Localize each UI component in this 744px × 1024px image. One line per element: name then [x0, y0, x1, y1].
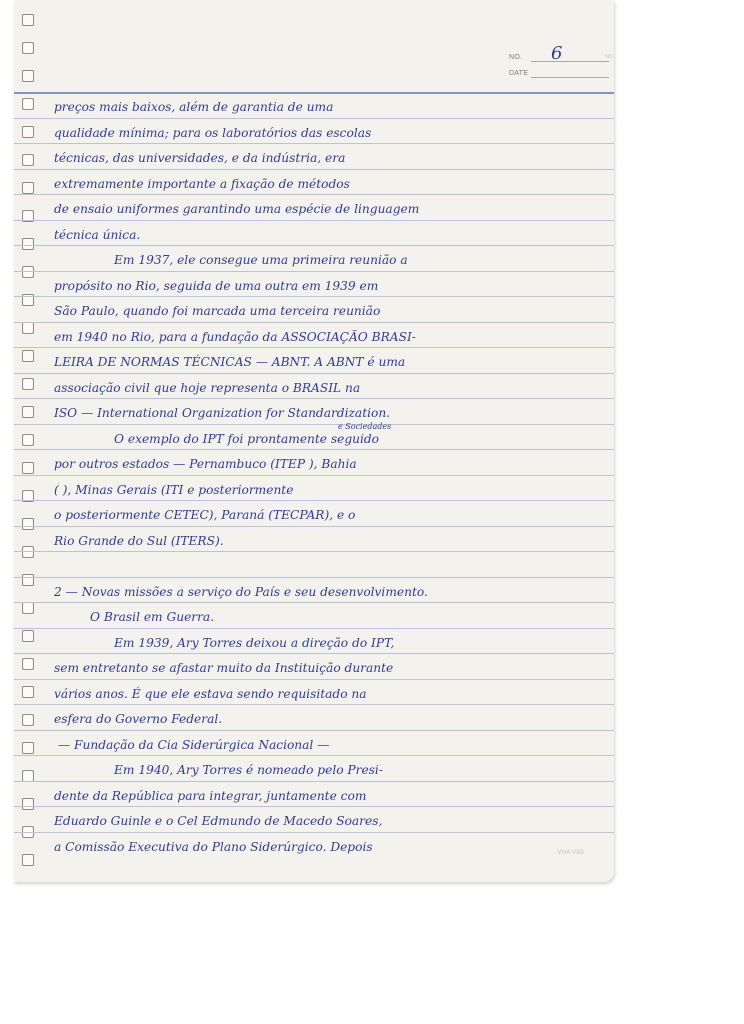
ruled-line: [14, 322, 614, 323]
binding-hole: [22, 126, 34, 138]
footer-code: VIVA V3G: [557, 850, 584, 856]
binding-hole: [22, 546, 34, 558]
ruled-line: [14, 296, 614, 297]
binding-hole: [22, 266, 34, 278]
date-row: [499, 62, 609, 78]
ruled-line: [14, 92, 614, 94]
ruled-line: [14, 347, 614, 348]
text-line: qualidade mínima; para os laboratórios das escolas: [54, 125, 372, 140]
binding-hole: [22, 602, 34, 614]
binding-hole: [22, 630, 34, 642]
text-line: São Paulo, quando foi marcada uma terceira reunião: [54, 304, 381, 318]
text-line: por outros estados — Pernambuco (ITEP ), Bahia: [54, 457, 357, 471]
binding-hole: [22, 854, 34, 866]
binding-hole: [22, 42, 34, 54]
binding-hole: [22, 14, 34, 26]
binding-hole: [22, 714, 34, 726]
binding-hole: [22, 70, 34, 82]
text-line: em 1940 no Rio, para a fundação da ASSOCIAÇÃO BRASI-: [54, 329, 416, 344]
ruled-line: [14, 398, 614, 399]
binding-hole: [22, 686, 34, 698]
text-line: extremamente importante a fixação de métodos: [54, 176, 350, 191]
text-line: o posteriormente CETEC), Paraná (TECPAR), e o: [54, 508, 356, 522]
binding-hole: [22, 742, 34, 754]
binding-hole: [22, 182, 34, 194]
ruled-line: [14, 449, 614, 450]
binding-hole: [22, 154, 34, 166]
text-line: Rio Grande do Sul (ITERS).: [54, 533, 224, 548]
binding-hole: [22, 658, 34, 670]
binding-hole: [22, 406, 34, 418]
ruled-line: [14, 781, 614, 782]
text-line: sem entretanto se afastar muito da Instituição durante: [54, 661, 394, 675]
text-line: O Brasil em Guerra.: [90, 610, 215, 624]
ruled-line: [14, 526, 614, 527]
text-line: técnica única.: [54, 227, 141, 242]
number-label: NO.: [509, 54, 523, 61]
ruled-line: [14, 806, 614, 807]
ruled-line: [14, 271, 614, 272]
binding-hole: [22, 378, 34, 390]
binding-hole: [22, 798, 34, 810]
text-line: esfera do Governo Federal.: [54, 712, 223, 726]
ruled-line: [14, 755, 614, 756]
binding-hole: [22, 350, 34, 362]
text-line: preços mais baixos, além de garantia de uma: [54, 100, 334, 114]
text-line: Em 1940, Ary Torres é nomeado pelo Presi-: [114, 763, 383, 777]
ruled-line: [14, 118, 614, 119]
insertion-note: e Sociedades: [338, 422, 392, 431]
ruled-line: [14, 500, 614, 501]
ruled-line: [14, 220, 614, 221]
text-line: ( ), Minas Gerais (ITI e posteriormente: [54, 482, 294, 497]
text-line: Em 1939, Ary Torres deixou a direção do IPT,: [114, 635, 395, 650]
ruled-line: [14, 373, 614, 374]
ruled-line: [14, 475, 614, 476]
text-line: dente da República para integrar, juntamente com: [54, 788, 367, 803]
date-label: DATE: [509, 70, 529, 77]
text-line: Em 1937, ele consegue uma primeira reunião a: [114, 253, 408, 267]
text-line: vários anos. É que ele estava sendo requisitado na: [54, 686, 367, 701]
text-line: ISO — International Organization for Standardization.: [54, 406, 391, 420]
text-line: associação civil que hoje representa o BRASIL na: [54, 380, 361, 395]
ruled-line: [14, 577, 614, 578]
ruled-line: [14, 143, 614, 144]
text-line: LEIRA DE NORMAS TÉCNICAS — ABNT. A ABNT é uma: [54, 355, 406, 369]
ruled-line: [14, 653, 614, 654]
number-row: NO. 6 NO.: [509, 43, 615, 64]
ruled-line: [14, 245, 614, 246]
ruled-line: [14, 424, 614, 425]
spiral-binding: [14, 0, 54, 882]
text-line: O exemplo do IPT foi prontamente seguido: [114, 431, 380, 446]
binding-hole: [22, 434, 34, 446]
ruled-line: [14, 704, 614, 705]
page-number: 6: [551, 43, 563, 64]
text-line: a Comissão Executiva do Plano Siderúrgico. Depois: [54, 839, 373, 854]
binding-hole: [22, 322, 34, 334]
ruled-line: [14, 628, 614, 629]
notebook-page: [14, 0, 614, 882]
ruled-line: [14, 679, 614, 680]
binding-hole: [22, 462, 34, 474]
binding-hole: [22, 98, 34, 110]
binding-hole: [22, 238, 34, 250]
ruled-line: [14, 194, 614, 195]
page-header: [499, 43, 615, 78]
text-line: Eduardo Guinle e o Cel Edmundo de Macedo Soares,: [54, 814, 383, 828]
ruled-line: [14, 730, 614, 731]
text-line: 2 — Novas missões a serviço do País e seu desenvolvimento.: [54, 584, 428, 599]
ruled-line: [14, 169, 614, 170]
ruled-line: [14, 832, 614, 833]
text-line: técnicas, das universidades, e da indústria, era: [54, 151, 346, 165]
ruled-line: [14, 551, 614, 552]
text-line: propósito no Rio, seguida de uma outra em 1939 em: [54, 278, 379, 293]
text-line: — Fundação da Cia Siderúrgica Nacional —: [58, 737, 330, 752]
binding-hole: [22, 518, 34, 530]
ruled-line: [14, 602, 614, 603]
text-line: de ensaio uniformes garantindo uma espécie de linguagem: [54, 202, 420, 216]
